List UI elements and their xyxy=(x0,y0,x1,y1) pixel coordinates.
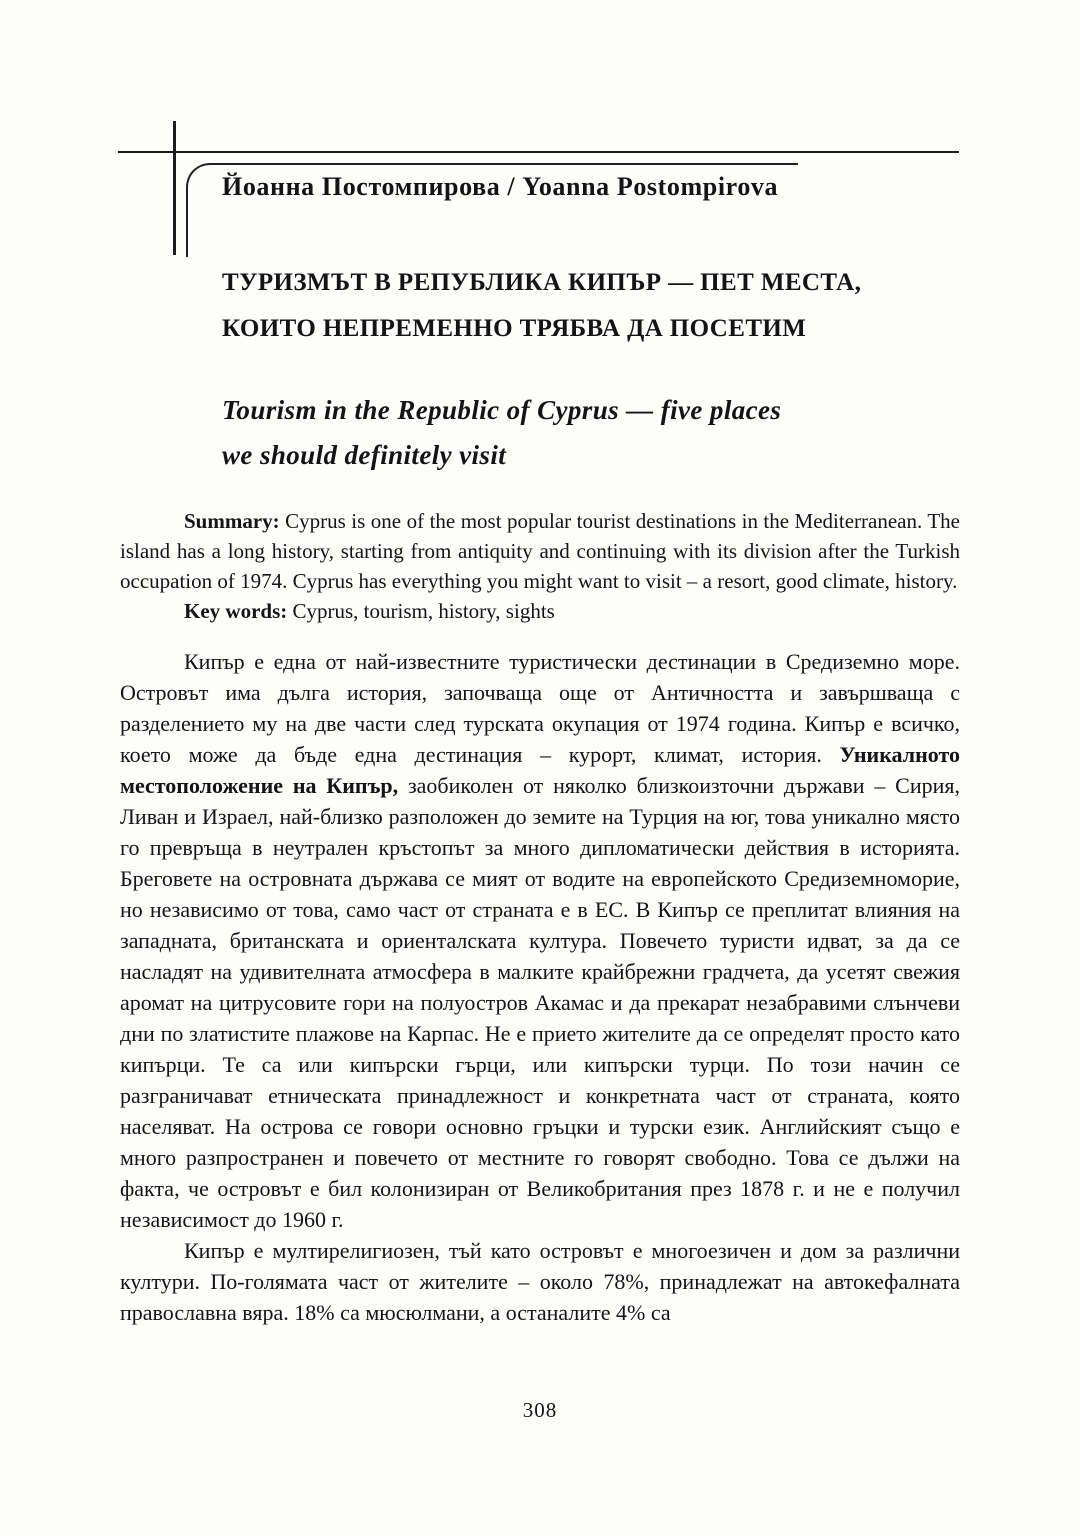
article-body xyxy=(120,646,960,1328)
body-paragraph-1-run-2: заобиколен от няколко близкоизточни държави – Сирия, Ливан и Израел, най-близко разположен до земите на Турция на юг, това уникално място го превръща в неутрален кръстопът за много дипломатически действия в историята. Бреговете на островната държава се мият от водите на европейското Средиземноморие, но независимо от това, само част от страната е в ЕС. В Кипър се преплитат влияния на западната, британската и ориенталската култура. Повечето туристи идват, за да се насладят на удивителната атмосфера в малките крайбрежни градчета, да усетят свежия аромат на цитрусовите гори на полуостров Акамас и да прекарат незабравими слънчеви дни по златистите плажове на Карпас. Не е прието жителите да се определят просто като кипърци. Те са или кипърски гърци, или кипърски турци. По този начин се разграничават етническата принадлежност и конкретната част от страната, която населяват. На острова се говори основно гръцки и турски език. Английският също е много разпространен и повечето от местните го говорят свободно. Това се дължи на факта, че островът е бил колонизиран от Великобритания през 1878 г. и не е получил независимост до 1960 г. xyxy=(120,773,960,1232)
page-content xyxy=(120,0,960,1328)
body-paragraph-1-bold-run: Уникалното местоположение на Кипър, xyxy=(120,742,960,798)
summary-paragraph xyxy=(120,506,960,596)
title-english xyxy=(222,388,960,478)
summary-text: Cyprus is one of the most popular tourist destinations in the Mediterranean. The island has a long history, starting from antiquity and continuing with its division after the Turkish occupation of 1974. Cyprus has everything you might want to visit – a resort, good climate, history. xyxy=(120,509,960,593)
abstract-block xyxy=(120,506,960,626)
author-name: Йоанна Постомпирова / Yoanna Postompirova xyxy=(222,172,779,201)
keywords-label: Key words: xyxy=(184,599,288,623)
title-bulgarian-line-1: ТУРИЗМЪТ В РЕПУБЛИКА КИПЪР — ПЕТ МЕСТА, xyxy=(222,269,862,296)
body-paragraph-1 xyxy=(120,646,960,1235)
body-paragraph-1-run-1: Кипър е една от най-известните туристически дестинации в Средиземно море. Островът има дълга история, започваща още от Античността и завършваща с разделението му на две части след турската окупация от 1974 година. Кипър е всичко, което може да бъде една дестинация – курорт, климат, история. xyxy=(120,649,960,767)
summary-label: Summary: xyxy=(184,509,280,533)
keywords-paragraph xyxy=(120,596,960,626)
body-paragraph-2: Кипър е мултирелигиозен, тъй като островът е многоезичен и дом за различни култури. По-голямата част от жителите – около 78%, принадлежат на автокефалната православна вяра. 18% са мюсюлмани, а останалите 4% са xyxy=(120,1238,960,1325)
title-bulgarian-line-2: КОИТО НЕПРЕМЕННО ТРЯБВА ДА ПОСЕТИМ xyxy=(222,315,807,342)
title-english-line-1: Tourism in the Republic of Cyprus — five places xyxy=(222,395,782,425)
title-bulgarian xyxy=(222,260,960,352)
title-english-line-2: we should definitely visit xyxy=(222,440,507,470)
page-number: 308 xyxy=(522,1398,558,1422)
keywords-text: Cyprus, tourism, history, sights xyxy=(287,599,555,623)
